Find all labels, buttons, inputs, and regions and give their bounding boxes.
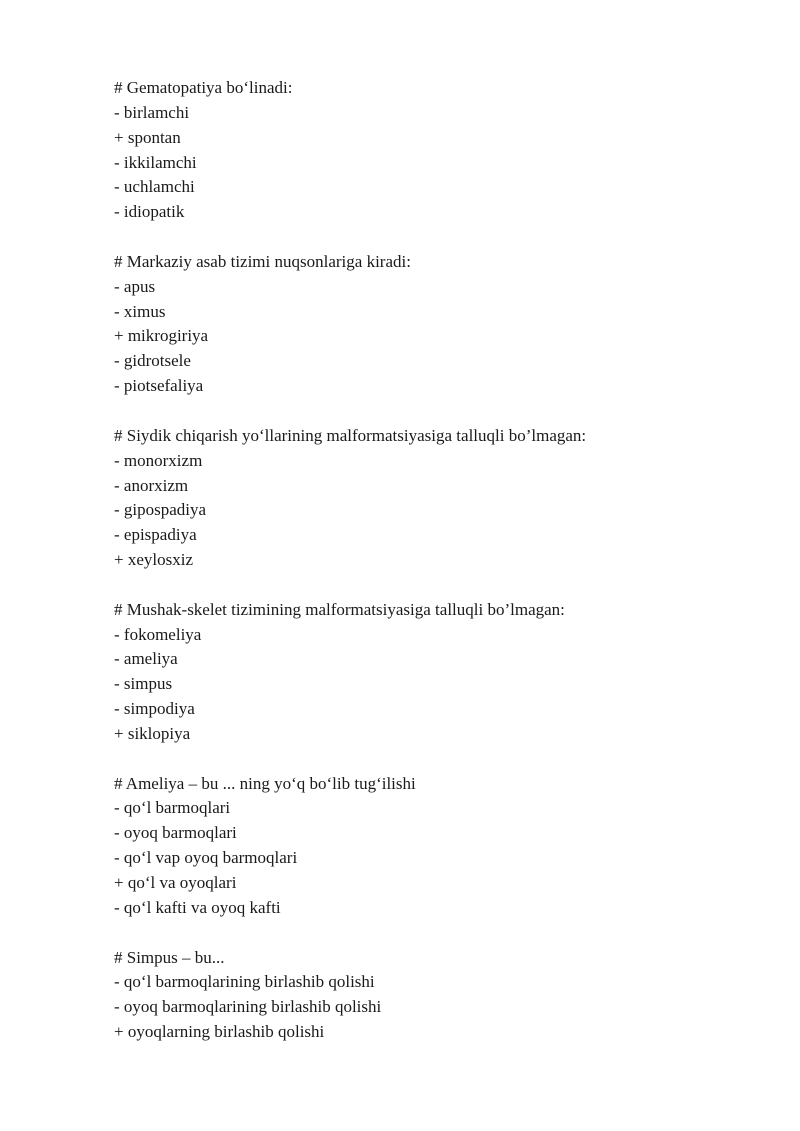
question-block [114,250,754,399]
answer-option: + mikrogiriya [114,326,209,346]
answer-option: - simpus [114,674,173,694]
question-prompt: # Siydik chiqarish yo‘llarining malformatsiyasiga talluqli bo’lmagan: [114,425,587,445]
question-list [114,76,754,1070]
answer-option: - epispadiya [114,525,197,545]
question-prompt: # Ameliya – bu ... ning yo‘q bo‘lib tug‘ilishi [114,773,416,793]
question-block [114,424,754,573]
answer-option: - qo‘l vap oyoq barmoqlari [114,848,298,868]
answer-option: + xeylosxiz [114,550,193,570]
answer-option: - gipospadiya [114,500,207,520]
answer-option: - oyoq barmoqlari [114,823,237,843]
answer-option: - simpodiya [114,699,195,719]
question-prompt: # Markaziy asab tizimi nuqsonlariga kiradi: [114,251,411,271]
question-prompt: # Simpus – bu... [114,947,225,967]
answer-option: - idiopatik [114,202,185,222]
answer-option: - ikkilamchi [114,152,197,172]
answer-option: - qo‘l barmoqlarining birlashib qolishi [114,972,375,992]
answer-option: - qo‘l barmoqlari [114,798,231,818]
question-block [114,76,754,225]
question-block [114,772,754,921]
answer-option: + siklopiya [114,723,191,743]
answer-option: - fokomeliya [114,624,202,644]
answer-option: - ximus [114,301,166,321]
answer-option: - oyoq barmoqlarining birlashib qolishi [114,997,382,1017]
question-block [114,946,754,1045]
answer-option: - monorxizm [114,450,203,470]
answer-option: + oyoqlarning birlashib qolishi [114,1022,325,1042]
answer-option: - uchlamchi [114,177,195,197]
answer-option: - gidrotsele [114,351,191,371]
answer-option: - ameliya [114,649,178,669]
answer-option: + qo‘l va oyoqlari [114,873,237,892]
question-block [114,598,754,747]
answer-option: - piotsefaliya [114,376,204,396]
answer-option: - apus [114,276,156,296]
answer-option: - birlamchi [114,102,190,122]
question-prompt: # Gematopatiya bo‘linadi: [114,78,293,97]
question-prompt: # Mushak-skelet tizimining malformatsiyasiga talluqli bo’lmagan: [114,599,565,619]
answer-option: - qo‘l kafti va oyoq kafti [114,897,281,917]
answer-option: + spontan [114,127,181,147]
answer-option: - anorxizm [114,475,189,495]
